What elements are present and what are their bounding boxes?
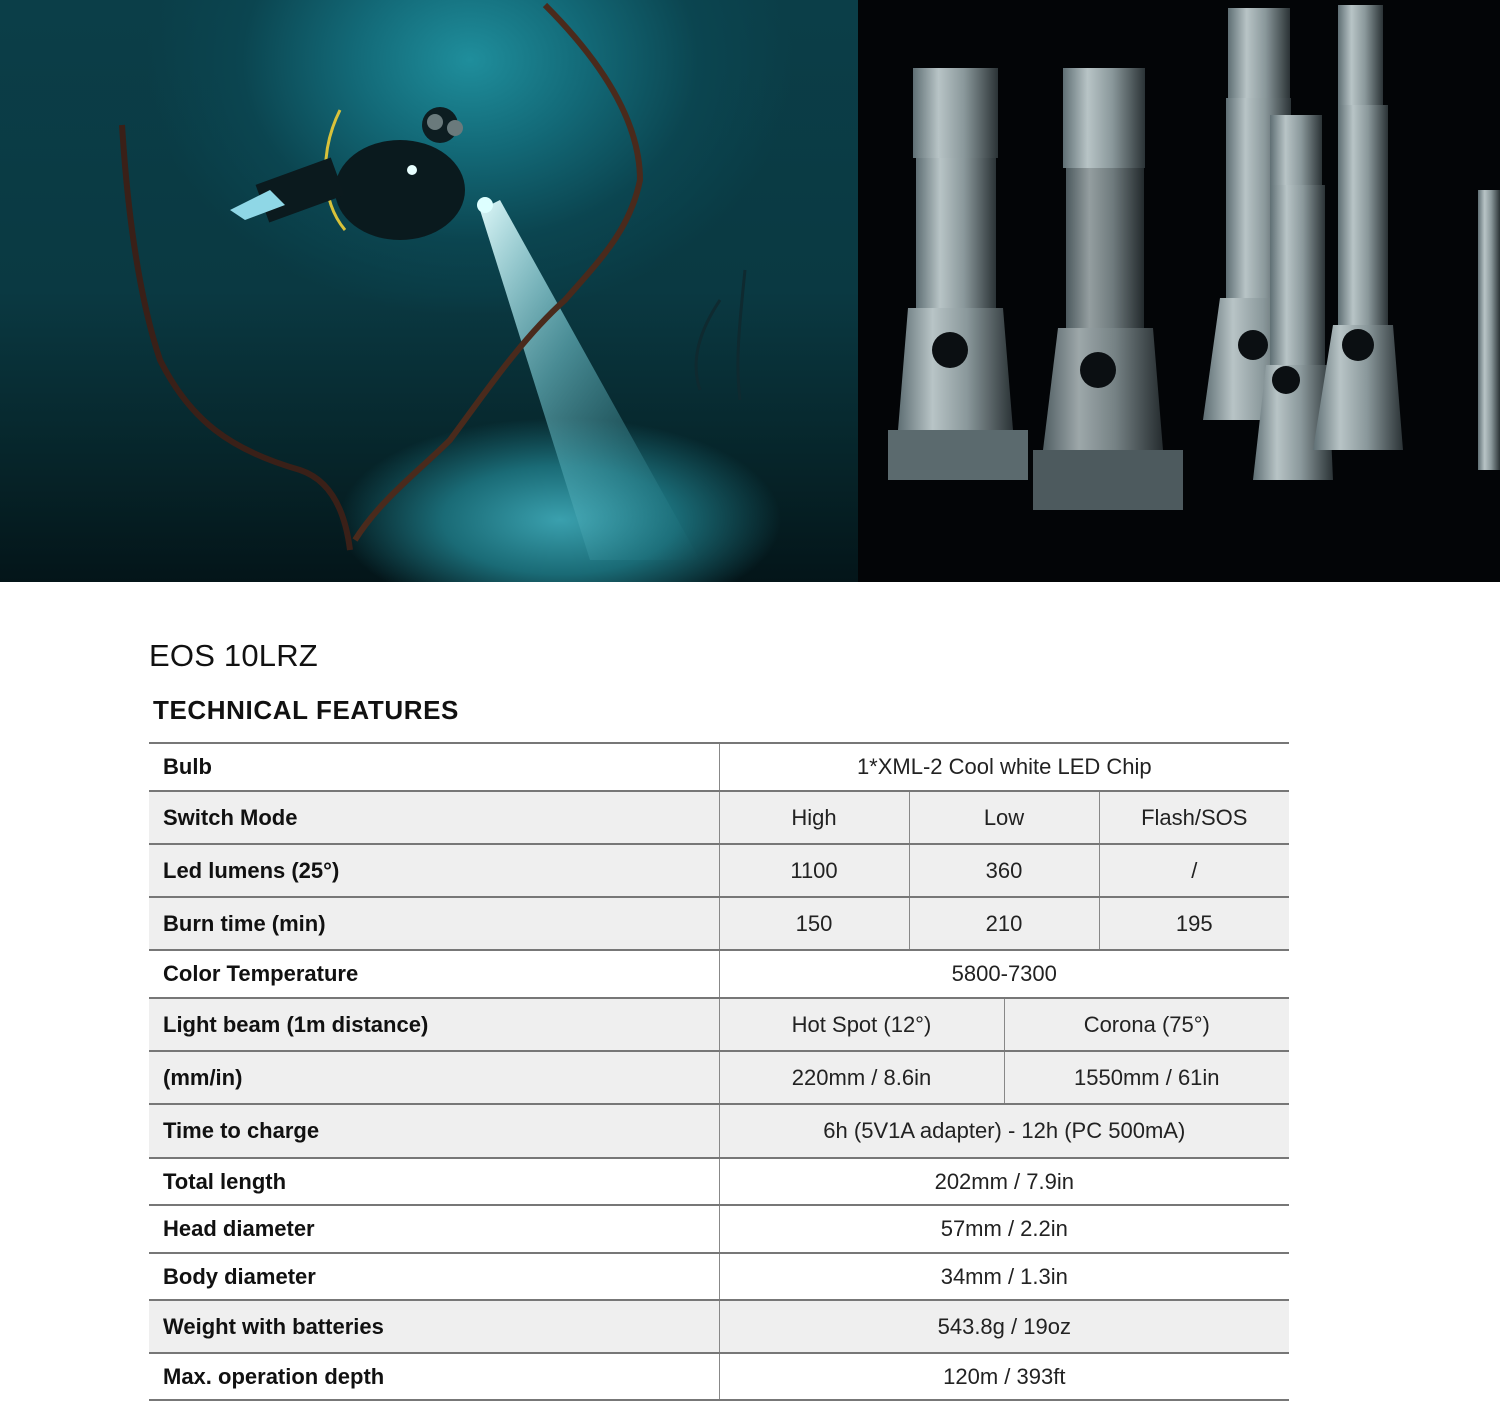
spec-row-switch-mode [149,791,1289,844]
spec-row-beam-size [149,1051,1289,1104]
spec-label: Head diameter [149,1205,719,1253]
hero-images [0,0,1500,582]
spec-label: Time to charge [149,1104,719,1158]
spec-row-burn-time [149,897,1289,950]
spec-value: 543.8g / 19oz [719,1300,1289,1353]
diver-illustration [0,0,858,582]
spec-value: 34mm / 1.3in [719,1253,1289,1300]
spec-value: 202mm / 7.9in [719,1158,1289,1205]
spec-row-color-temperature [149,950,1289,998]
spec-value-flash: Flash/SOS [1099,791,1289,844]
spec-label: Body diameter [149,1253,719,1300]
spec-label: Light beam (1m distance) [149,998,719,1051]
spec-value-hot-spot: Hot Spot (12°) [719,998,1004,1051]
spec-row-weight [149,1300,1289,1353]
spec-row-max-depth [149,1353,1289,1400]
spec-value-high: 1100 [719,844,909,897]
spec-label: Total length [149,1158,719,1205]
spec-label: Switch Mode [149,791,719,844]
spec-value-low: 360 [909,844,1099,897]
spec-row-led-lumens [149,844,1289,897]
spec-value-hot-spot: 220mm / 8.6in [719,1051,1004,1104]
spec-value: 5800-7300 [719,950,1289,998]
spec-value: 1*XML-2 Cool white LED Chip [719,743,1289,791]
spec-value-corona: Corona (75°) [1004,998,1289,1051]
diver-photo [0,0,858,582]
spec-value-low: Low [909,791,1099,844]
spec-value: 6h (5V1A adapter) - 12h (PC 500mA) [719,1104,1289,1158]
flashlights-photo [858,0,1500,582]
spec-label: Color Temperature [149,950,719,998]
spec-row-head-diameter [149,1205,1289,1253]
spec-value: 57mm / 2.2in [719,1205,1289,1253]
spec-value-low: 210 [909,897,1099,950]
spec-row-light-beam [149,998,1289,1051]
flashlights-illustration [858,0,1500,582]
spec-label: Max. operation depth [149,1353,719,1400]
spec-value-high: High [719,791,909,844]
spec-row-total-length [149,1158,1289,1205]
spec-label: Led lumens (25°) [149,844,719,897]
spec-value-high: 150 [719,897,909,950]
spec-label: Burn time (min) [149,897,719,950]
spec-label: Bulb [149,743,719,791]
spec-value-flash: / [1099,844,1289,897]
spec-row-time-to-charge [149,1104,1289,1158]
spec-row-bulb [149,743,1289,791]
section-heading: TECHNICAL FEATURES [153,695,459,725]
spec-row-body-diameter [149,1253,1289,1300]
spec-table [149,742,1289,1401]
spec-label: Weight with batteries [149,1300,719,1353]
product-title: EOS 10LRZ [149,638,318,673]
spec-value-flash: 195 [1099,897,1289,950]
spec-value-corona: 1550mm / 61in [1004,1051,1289,1104]
spec-label: (mm/in) [149,1051,719,1104]
spec-value: 120m / 393ft [719,1353,1289,1400]
